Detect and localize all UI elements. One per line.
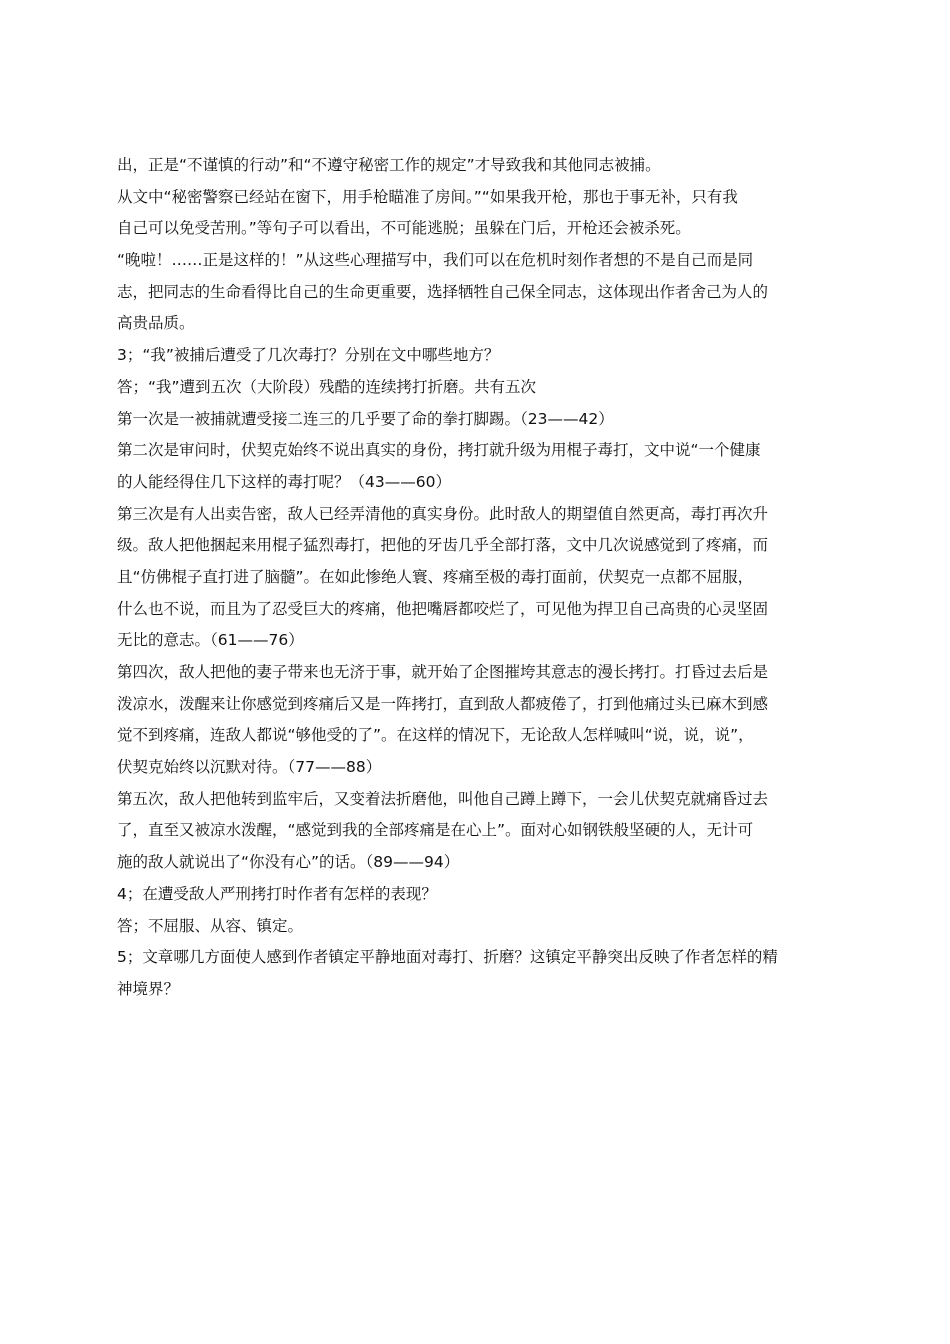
text-line: 从文中“秘密警察已经站在窗下，用手枪瞄准了房间。”“如果我开枪，那也于事无补，只有我 xyxy=(117,187,738,206)
text-line: 的人能经得住几下这样的毒打呢？（43——60） xyxy=(117,472,451,491)
answer-4: 答；不屈服、从容、镇定。 xyxy=(117,916,304,935)
text-line: 施的敌人就说出了“你没有心”的话。（89——94） xyxy=(117,853,460,872)
question-4: 4；在遭受敌人严刑拷打时作者有怎样的表现？ xyxy=(117,884,437,903)
text-line: 第四次，敌人把他的妻子带来也无济于事，就开始了企图摧垮其意志的漫长拷打。打昏过去后是 xyxy=(117,663,769,681)
text-line: “晚啦！……正是这样的！”从这些心理描写中，我们可以在危机时刻作者想的不是自己而是同 xyxy=(117,251,754,270)
text-line: 觉不到疼痛，连敌人都说“够他受的了”。在这样的情况下，无论敌人怎样喊叫“说，说，说”， xyxy=(117,726,754,745)
text-line: 什么也不说，而且为了忍受巨大的疼痛，他把嘴唇都咬烂了，可见他为捍卫自己高贵的心灵坚固 xyxy=(117,599,769,618)
text-line: 级。敌人把他捆起来用棍子猛烈毒打，把他的牙齿几乎全部打落，文中几次说感觉到了疼痛，而 xyxy=(117,536,769,555)
text-line: 志，把同志的生命看得比自己的生命更重要，选择牺牲自己保全同志，这体现出作者舍己为人的 xyxy=(117,282,769,301)
text-line: 无比的意志。（61——76） xyxy=(117,631,304,650)
answer-3: 答；“我”遭到五次（大阶段）残酷的连续拷打折磨。共有五次 xyxy=(117,377,537,396)
text-line: 第一次是一被捕就遭受接二连三的几乎要了命的拳打脚踢。（23——42） xyxy=(117,409,614,428)
question-5: 5；文章哪几方面使人感到作者镇定平静地面对毒打、折磨？这镇定平静突出反映了作者怎样的精 xyxy=(117,948,778,967)
text-line: 出，正是“不谨慎的行动”和“不遵守秘密工作的规定”才导致我和其他同志被捕。 xyxy=(117,156,661,174)
text-line: 第五次，敌人把他转到监牢后，又变着法折磨他，叫他自己蹲上蹲下，一会儿伏契克就痛昏过去 xyxy=(117,789,769,808)
text-line: 了，直至又被凉水泼醒，“感觉到我的全部疼痛是在心上”。面对心如钢铁般坚硬的人，无计可 xyxy=(117,821,754,840)
text-line: 泼凉水，泼醒来让你感觉到疼痛后又是一阵拷打，直到敌人都疲倦了，打到他痛过头已麻木到感 xyxy=(117,694,769,713)
text-line: 且“仿佛棍子直打进了脑髓”。在如此惨绝人寰、疼痛至极的毒打面前，伏契克一点都不屈服， xyxy=(117,567,754,586)
text-line: 伏契克始终以沉默对待。（77——88） xyxy=(117,758,382,777)
text-line: 神境界？ xyxy=(117,979,180,998)
text-line: 第二次是审问时，伏契克始终不说出真实的身份，拷打就升级为用棍子毒打，文中说“一个健康 xyxy=(117,441,761,460)
question-3: 3；“我”被捕后遭受了几次毒打？分别在文中哪些地方？ xyxy=(117,346,500,365)
document-body xyxy=(117,150,837,1006)
text-line: 自己可以免受苦刑。”等句子可以看出，不可能逃脱；虽躲在门后，开枪还会被杀死。 xyxy=(117,219,691,238)
text-line: 高贵品质。 xyxy=(117,314,195,333)
text-line: 第三次是有人出卖告密，敌人已经弄清他的真实身份。此时敌人的期望值自然更高，毒打再次升 xyxy=(117,504,769,523)
